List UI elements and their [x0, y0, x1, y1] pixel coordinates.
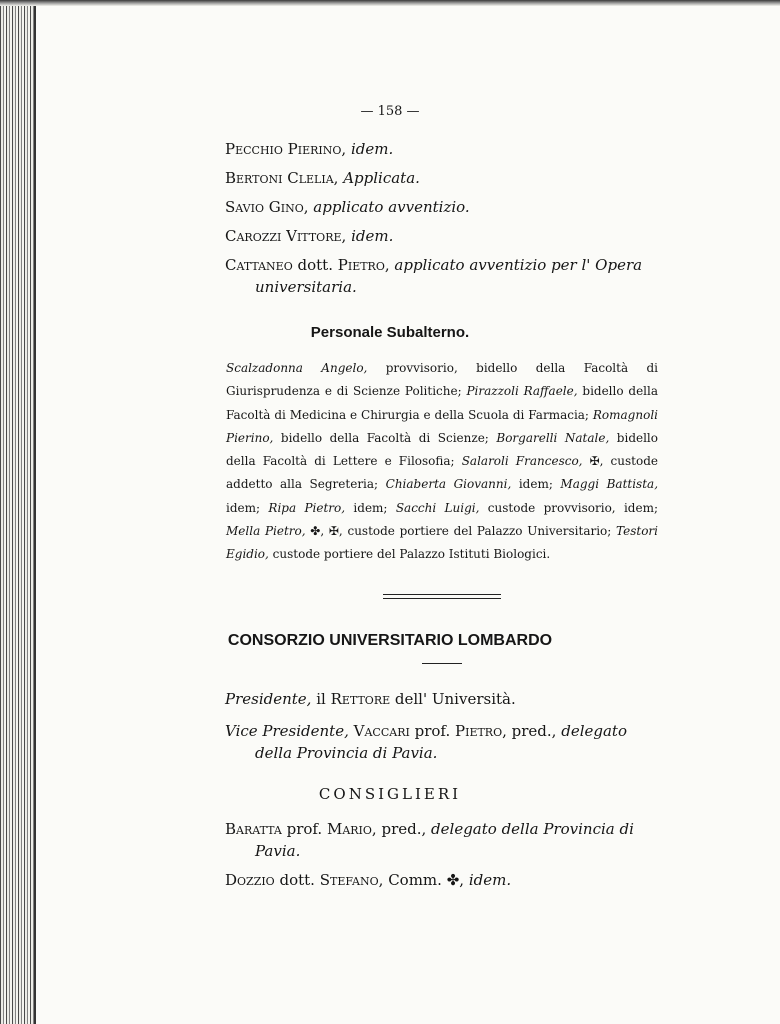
staff-title: dott. [297, 256, 333, 274]
staff-entry [225, 167, 665, 189]
person-duty: custode provvisorio, idem; [479, 500, 659, 515]
person-name: Scalzadonna Angelo, [226, 361, 368, 375]
person-duty: provvisorio, bidello della Facoltà di Giurisprudenza e di Scienze Politiche; [226, 361, 659, 399]
person-duty: idem; [226, 500, 269, 515]
member-first-name: Pietro, [455, 722, 507, 740]
member-pred: pred., [511, 722, 557, 740]
staff-role: idem. [350, 140, 394, 158]
person-name: Sacchi Luigi, [395, 500, 480, 515]
role-label: Vice Presidente, [225, 722, 349, 740]
role-label: Presidente, [225, 690, 312, 708]
staff-name: Savio Gino, [225, 198, 309, 216]
staff-role-continued: universitaria. [255, 278, 357, 296]
role-holder: Rettore [330, 690, 391, 708]
section-divider-double [383, 594, 501, 599]
binding-shadow-line [34, 0, 36, 1024]
person-name: Pirazzoli Raffaele, [466, 384, 578, 399]
role-text: il [311, 690, 331, 708]
person-duty: bidello della Facoltà di Medicina e Chirurgia e della Scuola di Farmacia; [226, 384, 658, 422]
person-name: Borgarelli Natale, [496, 430, 610, 445]
consiglieri-heading: CONSIGLIERI [318, 785, 462, 803]
member-role: idem. [468, 871, 512, 889]
member-role-continued: della Provincia di Pavia. [255, 744, 438, 762]
member-surname: Dozzio [225, 871, 275, 889]
page-top-edge [0, 0, 780, 6]
member-surname: Baratta [225, 820, 282, 838]
person-duty: custode portiere del Palazzo Istituti Biologici. [268, 547, 551, 562]
person-duty: idem; [511, 477, 561, 492]
member-surname: Vaccari [353, 722, 410, 740]
consorzio-presidente [225, 688, 665, 710]
page-number: — 158 — [360, 104, 420, 119]
person-name: Maggi Battista, [560, 477, 659, 492]
staff-role: idem. [351, 227, 394, 245]
person-name: Chiaberta Giovanni, [385, 477, 512, 492]
person-name: Mella Pietro, [226, 524, 306, 539]
consigliere-dozzio [225, 869, 665, 891]
person-duty: bidello della Facoltà di Lettere e Filosofia; [226, 430, 658, 469]
person-duty: ✤, ✠, custode portiere del Palazzo Universitario; [305, 524, 617, 539]
staff-surname: Cattaneo [225, 256, 293, 274]
person-duty: idem; [345, 500, 396, 515]
member-title: prof. [286, 820, 323, 838]
role-text: dell' Università. [390, 690, 516, 708]
member-honor: Comm. ✤, [388, 871, 465, 889]
consorzio-vice-presidente [225, 720, 665, 764]
staff-first-name: Pietro, [337, 256, 390, 274]
member-pred: pred., [381, 820, 427, 838]
member-role: delegato [561, 722, 627, 740]
page-binding-edge [0, 0, 34, 1024]
member-role: delegato della Provincia di [431, 820, 634, 838]
personale-subalterno-paragraph [226, 357, 658, 567]
consigliere-baratta [225, 818, 665, 862]
staff-entry [225, 225, 665, 247]
staff-name: Carozzi Vittore, [225, 227, 347, 245]
person-name: Ripa Pietro, [268, 500, 346, 515]
person-name: Romagnoli Pierino, [226, 407, 658, 445]
staff-name: Bertoni Clelia, [225, 169, 339, 187]
section-heading-consorzio: CONSORZIO UNIVERSITARIO LOMBARDO [227, 632, 553, 649]
member-first-name: Stefano, [319, 871, 384, 889]
staff-entry [225, 196, 665, 218]
staff-role: applicato avventizio per l' Opera [394, 256, 643, 274]
member-role-continued: Pavia. [255, 842, 301, 860]
person-duty: ✠, custode addetto alla Segreteria; [226, 454, 658, 492]
staff-name: Pecchio Pierino, [225, 140, 347, 158]
member-title: prof. [414, 722, 451, 740]
section-heading-personale-subalterno: Personale Subalterno. [310, 324, 470, 341]
staff-role: Applicata. [343, 169, 420, 187]
person-name: Salaroli Francesco, [461, 454, 583, 469]
person-name: Testori Egidio, [226, 524, 658, 562]
person-duty: bidello della Facoltà di Scienze; [273, 430, 497, 445]
section-divider-short [422, 663, 462, 664]
member-title: dott. [279, 871, 315, 889]
staff-entry [225, 138, 665, 160]
staff-entry-cattaneo [225, 254, 665, 298]
staff-role: applicato avventizio. [313, 198, 470, 216]
member-first-name: Mario, [326, 820, 377, 838]
